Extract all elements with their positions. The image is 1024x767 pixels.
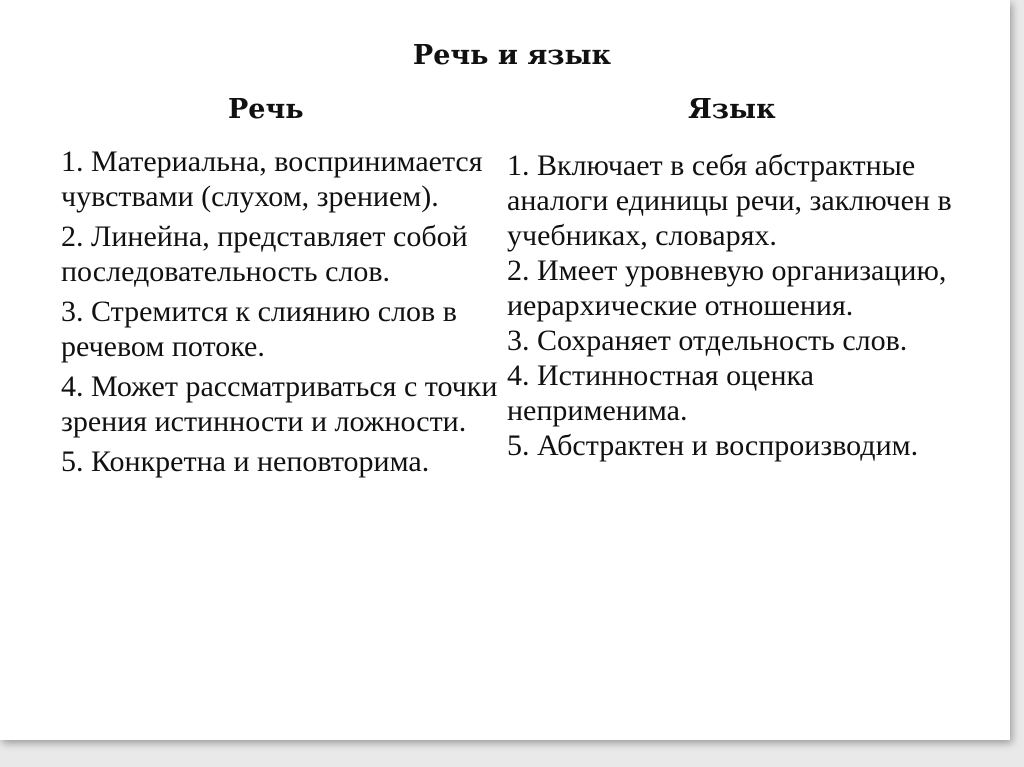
speech-item-4: 4. Может рассматриваться с точки зрения истинности и ложности. — [61, 370, 498, 438]
language-heading: Язык — [688, 94, 776, 125]
speech-item-1: 1. Материальна, воспринимается чувствами (слухом, зрением). — [61, 145, 483, 213]
language-item-2: 2. Имеет уровневую организацию, иерархические отношения. — [507, 254, 947, 322]
speech-column — [61, 144, 501, 484]
language-item-1: 1. Включает в себя абстрактные аналоги единицы речи, заключен в учебниках, словарях. — [507, 149, 952, 252]
language-item-5: 5. Абстрактен и воспроизводим. — [507, 429, 919, 462]
speech-item-3: 3. Стремится к слиянию слов в речевом потоке. — [61, 295, 457, 363]
speech-item-5: 5. Конкретна и неповторима. — [61, 445, 430, 478]
language-column — [507, 144, 977, 463]
speech-heading: Речь — [228, 94, 304, 125]
speech-item-2: 2. Линейна, представляет собой последовательность слов. — [61, 220, 468, 288]
language-item-4: 4. Истинностная оценка неприменима. — [507, 359, 814, 427]
language-item-3: 3. Сохраняет отдельность слов. — [507, 324, 908, 357]
slide-title: Речь и язык — [412, 40, 612, 71]
